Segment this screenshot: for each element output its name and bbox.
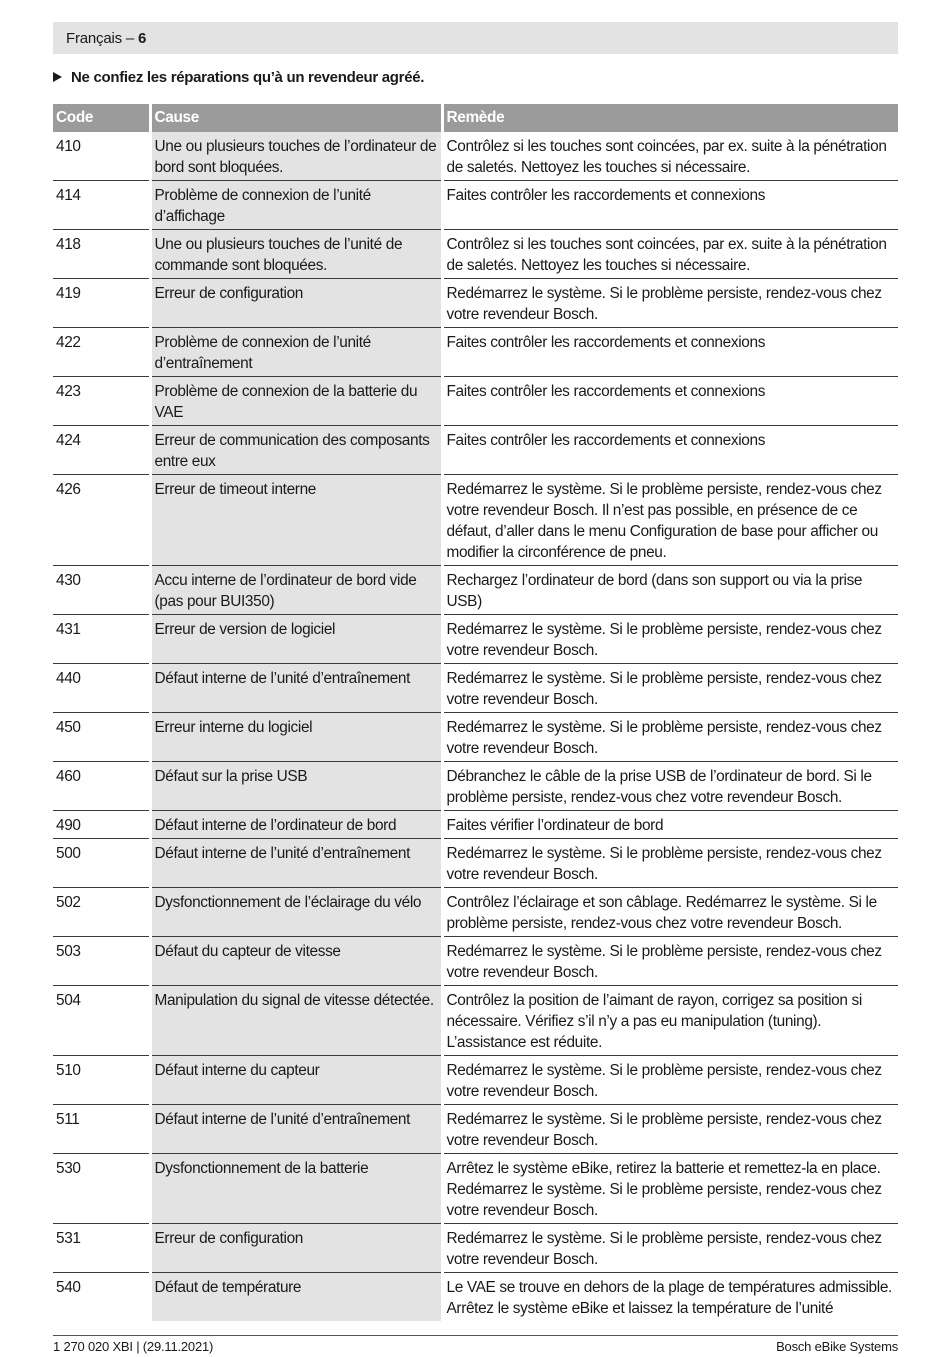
table-row — [53, 132, 898, 181]
table-row — [53, 181, 898, 230]
code-cell: 450 — [53, 713, 150, 762]
remedy-cell: Contrôlez la position de l’aimant de rayon, corrigez sa position si nécessaire. Vérifiez s’il n’y a pas eu manipulation (tuning). L’assistance est réduite. — [442, 986, 898, 1056]
page-number: 6 — [138, 30, 147, 47]
code-cell: 490 — [53, 811, 150, 839]
code-cell: 500 — [53, 839, 150, 888]
cause-cell: Erreur de configuration — [150, 1224, 442, 1273]
footer-divider — [53, 1335, 898, 1336]
code-cell: 414 — [53, 181, 150, 230]
remedy-cell: Rechargez l’ordinateur de bord (dans son support ou via la prise USB) — [442, 566, 898, 615]
footer-brand: Bosch eBike Systems — [776, 1339, 898, 1354]
code-cell: 502 — [53, 888, 150, 937]
header-separator: – — [121, 30, 138, 47]
cause-cell: Erreur de version de logiciel — [150, 615, 442, 664]
table-row — [53, 1154, 898, 1224]
code-cell: 423 — [53, 377, 150, 426]
code-cell: 540 — [56, 1279, 81, 1296]
code-cell: 440 — [53, 664, 150, 713]
cause-cell: Défaut interne de l’ordinateur de bord — [150, 811, 442, 839]
column-header-remedy: Remède — [442, 104, 898, 132]
cause-cell: Problème de connexion de la batterie du VAE — [150, 377, 442, 426]
table-row — [53, 888, 898, 937]
cause-cell: Une ou plusieurs touches de l’unité de commande sont bloquées. — [150, 230, 442, 279]
table-row — [53, 1056, 898, 1105]
code-cell: 419 — [53, 279, 150, 328]
column-header-cause: Cause — [150, 104, 442, 132]
remedy-cell: Redémarrez le système. Si le problème persiste, rendez-vous chez votre revendeur Bosch. — [442, 279, 898, 328]
cause-cell: Erreur interne du logiciel — [150, 713, 442, 762]
bullet-triangle-icon — [53, 72, 62, 82]
remedy-cell: Arrêtez le système eBike, retirez la batterie et remettez-la en place. Redémarrez le système. Si le problème persiste, rendez-vous chez votre revendeur Bosch. — [442, 1154, 898, 1224]
table-row — [53, 566, 898, 615]
error-code-table — [53, 104, 898, 1321]
code-cell: 511 — [53, 1105, 150, 1154]
remedy-cell: Faites contrôler les raccordements et connexions — [442, 377, 898, 426]
code-cell: 418 — [53, 230, 150, 279]
table-row — [53, 426, 898, 475]
column-header-code: Code — [53, 104, 150, 132]
page-header — [53, 22, 898, 54]
code-cell: 430 — [53, 566, 150, 615]
cause-cell: Dysfonctionnement de la batterie — [150, 1154, 442, 1224]
table-row — [53, 811, 898, 839]
remedy-cell: Redémarrez le système. Si le problème persiste, rendez-vous chez votre revendeur Bosch. — [442, 1056, 898, 1105]
table-row — [53, 328, 898, 377]
cause-cell: Défaut interne de l’unité d’entraînement — [150, 664, 442, 713]
remedy-cell: Redémarrez le système. Si le problème persiste, rendez-vous chez votre revendeur Bosch. — [442, 937, 898, 986]
code-cell: 503 — [53, 937, 150, 986]
code-cell: 431 — [53, 615, 150, 664]
cause-cell: Défaut interne de l’unité d’entraînement — [150, 1105, 442, 1154]
header-language: Français — [66, 30, 122, 47]
remedy-cell: Faites contrôler les raccordements et connexions — [442, 328, 898, 377]
table-row — [53, 664, 898, 713]
table-header-row — [53, 104, 898, 132]
remedy-cell: Redémarrez le système. Si le problème persiste, rendez-vous chez votre revendeur Bosch. — [442, 839, 898, 888]
remedy-cell: Contrôlez si les touches sont coincées, par ex. suite à la pénétration de saletés. Nettoyez les touches si nécessaire. — [442, 132, 898, 181]
code-cell: 426 — [53, 475, 150, 566]
table-row — [53, 986, 898, 1056]
footer-document-id: 1 270 020 XBI | (29.11.2021) — [53, 1339, 214, 1354]
remedy-cell: Redémarrez le système. Si le problème persiste, rendez-vous chez votre revendeur Bosch. — [442, 1224, 898, 1273]
table-row — [53, 839, 898, 888]
table-row — [53, 1105, 898, 1154]
table-row — [53, 230, 898, 279]
table-row — [53, 377, 898, 426]
remedy-cell: Redémarrez le système. Si le problème persiste, rendez-vous chez votre revendeur Bosch. Il n’est pas possible, en présence de ce défaut, d’aller dans le menu Configuration de base pour afficher ou modifier la circonférence de pneu. — [442, 475, 898, 566]
remedy-cell: Le VAE se trouve en dehors de la plage de températures admissible. Arrêtez le système eBike et laissez la température de l’unité — [446, 1279, 892, 1317]
table-row — [53, 937, 898, 986]
table-row — [53, 279, 898, 328]
remedy-cell: Redémarrez le système. Si le problème persiste, rendez-vous chez votre revendeur Bosch. — [442, 615, 898, 664]
instruction-text: Ne confiez les réparations qu’à un revendeur agréé. — [71, 69, 425, 86]
cause-cell: Problème de connexion de l’unité d’affichage — [150, 181, 442, 230]
cause-cell: Défaut interne de l’unité d’entraînement — [150, 839, 442, 888]
instruction-note — [53, 68, 424, 88]
remedy-cell: Contrôlez si les touches sont coincées, par ex. suite à la pénétration de saletés. Nettoyez les touches si nécessaire. — [442, 230, 898, 279]
cause-cell: Erreur de communication des composants entre eux — [150, 426, 442, 475]
code-cell: 460 — [53, 762, 150, 811]
table-row — [53, 475, 898, 566]
code-cell: 530 — [53, 1154, 150, 1224]
remedy-cell: Redémarrez le système. Si le problème persiste, rendez-vous chez votre revendeur Bosch. — [442, 713, 898, 762]
code-cell: 410 — [53, 132, 150, 181]
cause-cell: Défaut du capteur de vitesse — [150, 937, 442, 986]
remedy-cell: Débranchez le câble de la prise USB de l’ordinateur de bord. Si le problème persiste, rendez-vous chez votre revendeur Bosch. — [442, 762, 898, 811]
cause-cell: Défaut sur la prise USB — [150, 762, 442, 811]
code-cell: 424 — [53, 426, 150, 475]
table-row — [53, 615, 898, 664]
cause-cell: Défaut interne du capteur — [150, 1056, 442, 1105]
remedy-cell: Redémarrez le système. Si le problème persiste, rendez-vous chez votre revendeur Bosch. — [442, 664, 898, 713]
remedy-cell: Redémarrez le système. Si le problème persiste, rendez-vous chez votre revendeur Bosch. — [442, 1105, 898, 1154]
cause-cell: Erreur de configuration — [150, 279, 442, 328]
remedy-cell: Faites contrôler les raccordements et connexions — [442, 181, 898, 230]
code-cell: 504 — [53, 986, 150, 1056]
remedy-cell: Faites vérifier l’ordinateur de bord — [442, 811, 898, 839]
code-cell: 422 — [53, 328, 150, 377]
table-row — [53, 1273, 898, 1322]
code-cell: 531 — [53, 1224, 150, 1273]
code-cell: 510 — [53, 1056, 150, 1105]
table-row — [53, 713, 898, 762]
table-row — [53, 1224, 898, 1273]
table-row — [53, 762, 898, 811]
remedy-cell: Contrôlez l’éclairage et son câblage. Redémarrez le système. Si le problème persiste, rendez-vous chez votre revendeur Bosch. — [442, 888, 898, 937]
cause-cell: Problème de connexion de l’unité d’entraînement — [150, 328, 442, 377]
cause-cell: Erreur de timeout interne — [150, 475, 442, 566]
cause-cell: Accu interne de l’ordinateur de bord vide (pas pour BUI350) — [150, 566, 442, 615]
cause-cell: Défaut de température — [150, 1273, 442, 1322]
remedy-cell: Faites contrôler les raccordements et connexions — [442, 426, 898, 475]
cause-cell: Manipulation du signal de vitesse détectée. — [150, 986, 442, 1056]
cause-cell: Dysfonctionnement de l’éclairage du vélo — [150, 888, 442, 937]
cause-cell: Une ou plusieurs touches de l’ordinateur de bord sont bloquées. — [150, 132, 442, 181]
